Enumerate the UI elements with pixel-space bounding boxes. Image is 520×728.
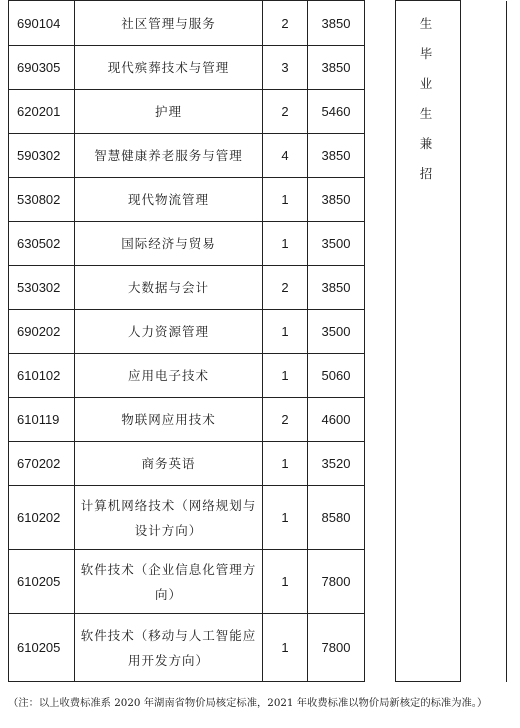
major-name: 计算机网络技术（网络规划与设计方向） (75, 486, 263, 550)
program-years: 3 (263, 46, 308, 90)
major-name: 国际经济与贸易 (75, 222, 263, 266)
blank-column (365, 1, 396, 682)
table-row (9, 1, 507, 46)
tuition-fee: 3500 (308, 310, 365, 354)
program-years: 2 (263, 266, 308, 310)
program-years: 1 (263, 354, 308, 398)
tuition-fee: 3850 (308, 134, 365, 178)
major-name: 现代殡葬技术与管理 (75, 46, 263, 90)
major-code: 690305 (9, 46, 75, 90)
program-years: 1 (263, 442, 308, 486)
major-code: 610202 (9, 486, 75, 550)
fee-footnote: （注：以上收费标准系 2020 年湖南省物价局核定标准，2021 年收费标准以物价局新核定的标准为准。） (8, 697, 488, 709)
program-years: 4 (263, 134, 308, 178)
program-years: 1 (263, 310, 308, 354)
major-code: 590302 (9, 134, 75, 178)
major-code: 620201 (9, 90, 75, 134)
major-name: 物联网应用技术 (75, 398, 263, 442)
tuition-fee: 3520 (308, 442, 365, 486)
tuition-fee: 4600 (308, 398, 365, 442)
tuition-fee: 3850 (308, 46, 365, 90)
enrollment-note (396, 1, 461, 682)
blank-column-right (461, 1, 507, 682)
major-code: 610205 (9, 614, 75, 682)
program-years: 1 (263, 614, 308, 682)
major-code: 690104 (9, 1, 75, 46)
program-years: 1 (263, 550, 308, 614)
program-years: 1 (263, 178, 308, 222)
major-code: 610102 (9, 354, 75, 398)
program-years: 2 (263, 1, 308, 46)
tuition-fee: 3850 (308, 1, 365, 46)
major-name: 智慧健康养老服务与管理 (75, 134, 263, 178)
major-name: 社区管理与服务 (75, 1, 263, 46)
major-code: 690202 (9, 310, 75, 354)
major-name: 大数据与会计 (75, 266, 263, 310)
tuition-fee: 3850 (308, 178, 365, 222)
tuition-fee: 5060 (308, 354, 365, 398)
tuition-fee: 5460 (308, 90, 365, 134)
major-name: 现代物流管理 (75, 178, 263, 222)
major-name: 应用电子技术 (75, 354, 263, 398)
major-code: 530802 (9, 178, 75, 222)
major-name: 商务英语 (75, 442, 263, 486)
major-name: 护理 (75, 90, 263, 134)
major-name: 软件技术（移动与人工智能应用开发方向） (75, 614, 263, 682)
tuition-fee: 8580 (308, 486, 365, 550)
enrollment-note-text: 生毕业生兼招 (419, 16, 437, 181)
major-code: 610119 (9, 398, 75, 442)
tuition-fee: 7800 (308, 550, 365, 614)
major-code: 670202 (9, 442, 75, 486)
major-code: 530302 (9, 266, 75, 310)
program-years: 1 (263, 486, 308, 550)
program-years: 1 (263, 222, 308, 266)
major-fee-table (8, 0, 507, 682)
tuition-fee: 7800 (308, 614, 365, 682)
major-code: 610205 (9, 550, 75, 614)
program-years: 2 (263, 398, 308, 442)
major-code: 630502 (9, 222, 75, 266)
major-name: 人力资源管理 (75, 310, 263, 354)
program-years: 2 (263, 90, 308, 134)
major-name: 软件技术（企业信息化管理方向） (75, 550, 263, 614)
tuition-fee: 3850 (308, 266, 365, 310)
tuition-fee: 3500 (308, 222, 365, 266)
